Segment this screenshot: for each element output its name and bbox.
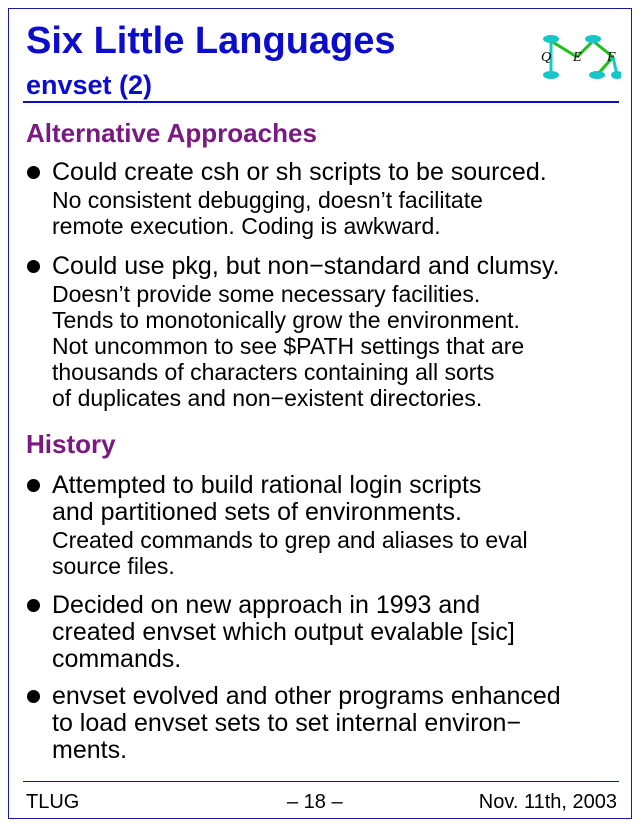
header-rule <box>23 101 619 103</box>
bullet-line: Tends to monotonically grow the environment. <box>52 307 520 333</box>
footer-left: TLUG <box>26 791 80 813</box>
logo-letter-q: Q <box>541 50 552 65</box>
bullet-line: commands. <box>52 645 182 673</box>
bullet-dot-icon <box>27 599 40 612</box>
bullet-dot-icon <box>27 479 40 492</box>
bullet-dot-icon <box>27 166 40 179</box>
footer-rule <box>23 781 619 782</box>
section-heading-history: History <box>26 429 116 459</box>
bullet-line: and partitioned sets of environments. <box>52 498 462 526</box>
bullet-line: source files. <box>52 553 175 579</box>
bullet-line: remote execution. Coding is awkward. <box>52 213 441 239</box>
footer-date: Nov. 11th, 2003 <box>478 791 617 813</box>
section-heading-alternatives: Alternative Approaches <box>26 118 317 148</box>
qef-logo <box>535 27 621 93</box>
bullet-line: Could create csh or sh scripts to be sourced. <box>52 158 547 186</box>
bullet-dot-icon <box>27 690 40 703</box>
bullet-line: to load envset sets to set internal environ− <box>52 709 522 737</box>
bullet-line: Doesn’t provide some necessary facilities. <box>52 281 481 307</box>
bullet-line: thousands of characters containing all sorts <box>52 359 495 385</box>
bullet-line: Not uncommon to see $PATH settings that are <box>52 333 525 359</box>
bullet-line: Attempted to build rational login scripts <box>52 471 482 499</box>
slide-frame <box>8 8 632 819</box>
logo-letter-e: E <box>573 50 582 65</box>
bullet-line: of duplicates and non−existent directories. <box>52 385 483 411</box>
bullet-line: ments. <box>52 736 128 764</box>
bullet-line: created envset which output evalable [sic] <box>52 618 515 646</box>
page-subtitle: envset (2) <box>26 70 153 100</box>
bullet-line: Created commands to grep and aliases to eval <box>52 527 528 553</box>
logo-letter-f: F <box>607 50 616 65</box>
bullet-line: Could use pkg, but non−standard and clumsy. <box>52 252 560 280</box>
bullet-line: envset evolved and other programs enhanced <box>52 682 561 710</box>
bullet-line: No consistent debugging, doesn’t facilitate <box>52 187 483 213</box>
page-title: Six Little Languages <box>26 20 396 62</box>
bullet-line: Decided on new approach in 1993 and <box>52 591 481 619</box>
bullet-dot-icon <box>27 260 40 273</box>
footer-page-number: – 18 – <box>287 791 343 813</box>
